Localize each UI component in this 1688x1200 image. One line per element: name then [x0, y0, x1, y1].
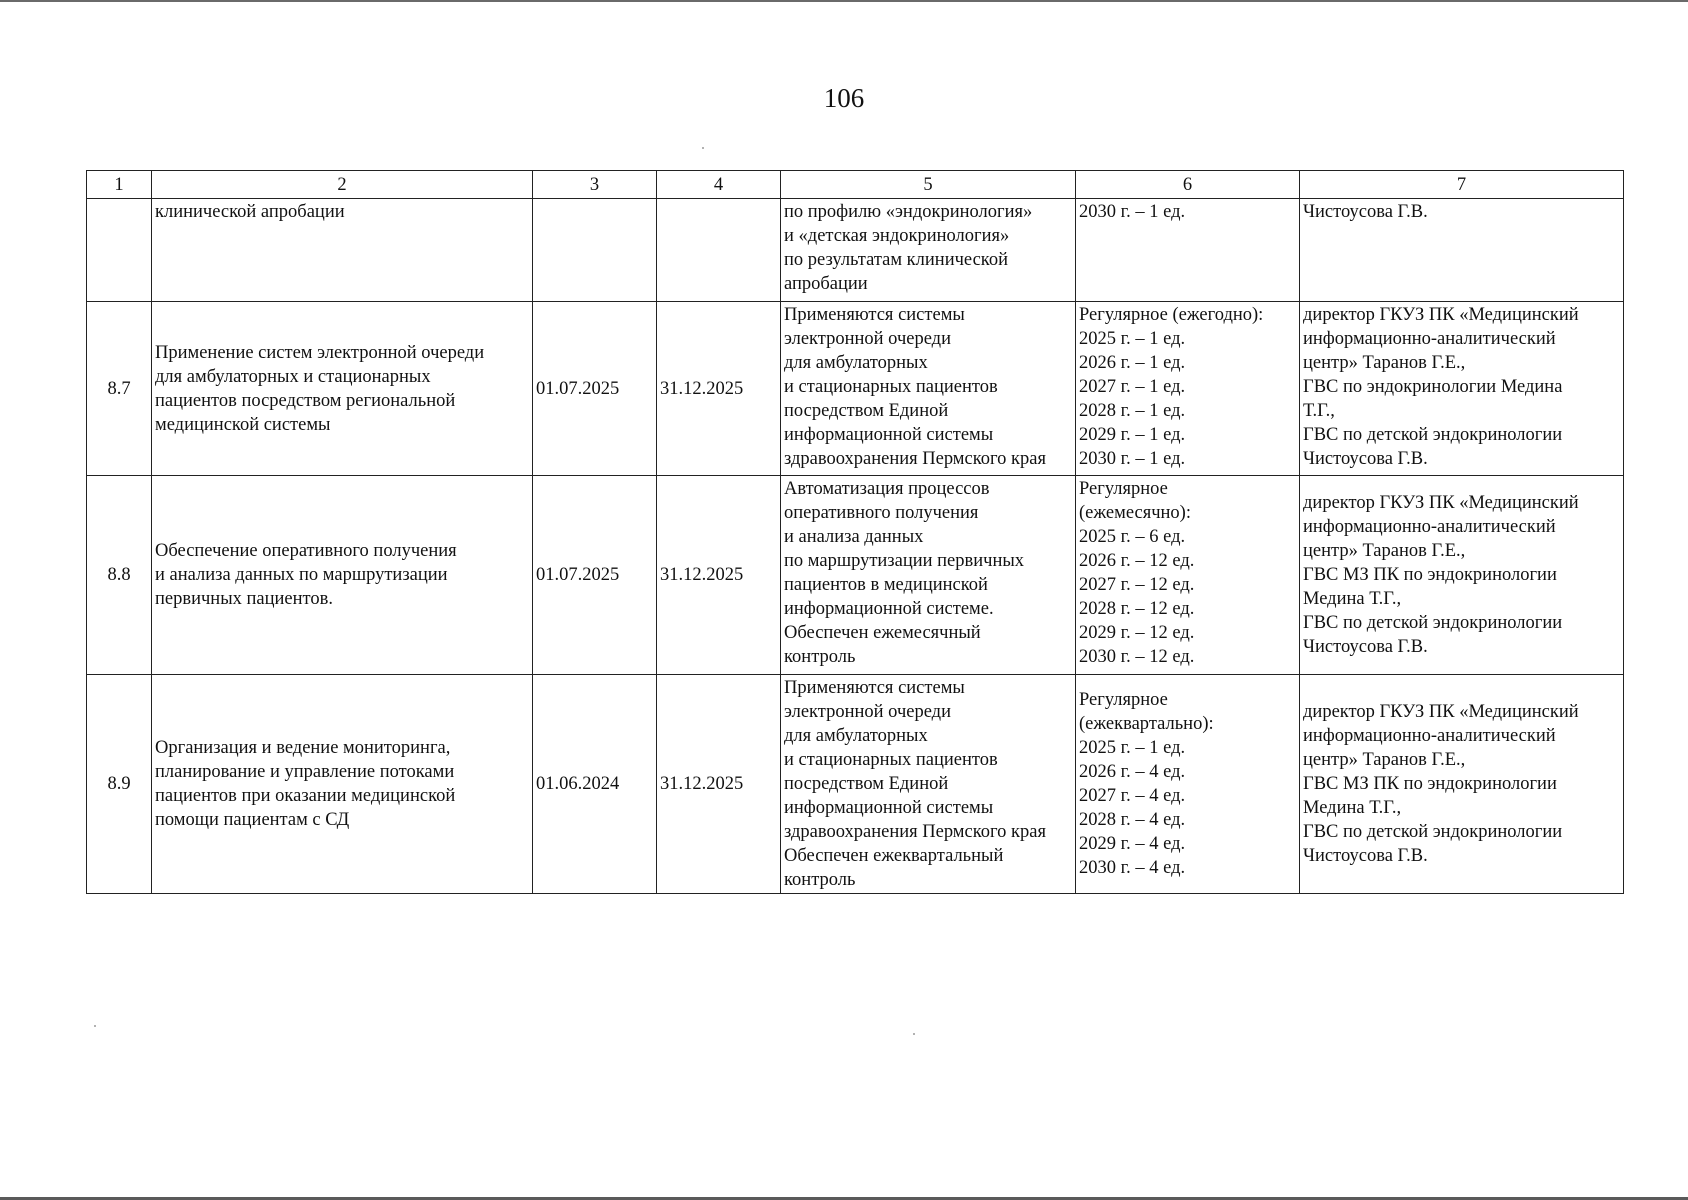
result-cell: Автоматизация процессов оперативного получения и анализа данных по маршрутизации первичных пациентов в медицинской информационной системе. Обеспечен ежемесячный контроль	[781, 476, 1076, 675]
indicator-cell: Регулярное (ежеквартально): 2025 г. – 1 ед. 2026 г. – 4 ед. 2027 г. – 4 ед. 2028 г. – 4 ед. 2029 г. – 4 ед. 2030 г. – 4 ед.	[1076, 675, 1300, 894]
measure-title-cell: Применение систем электронной очереди для амбулаторных и стационарных пациентов посредством региональной медицинской системы	[152, 302, 533, 476]
measure-title-cell: клинической апробации	[152, 199, 533, 302]
indicator-cell: 2030 г. – 1 ед.	[1076, 199, 1300, 302]
scan-edge-top	[0, 0, 1688, 2]
row-number-cell	[87, 199, 152, 302]
table-row	[87, 302, 1624, 476]
scan-speck	[913, 1033, 915, 1035]
responsible-cell: директор ГКУЗ ПК «Медицинский информационно-аналитический центр» Таранов Г.Е., ГВС по эндокринологии Медина Т.Г., ГВС по детской эндокринологии Чистоусова Г.В.	[1300, 302, 1624, 476]
start-date-cell: 01.07.2025	[533, 476, 657, 675]
column-header: 6	[1076, 171, 1300, 199]
scan-speck	[94, 1025, 96, 1027]
column-header: 2	[152, 171, 533, 199]
measure-title-cell: Обеспечение оперативного получения и анализа данных по маршрутизации первичных пациентов.	[152, 476, 533, 675]
table-row	[87, 675, 1624, 894]
page-number: 106	[823, 83, 865, 113]
scan-speck	[702, 147, 704, 149]
end-date-cell: 31.12.2025	[657, 675, 781, 894]
table-row	[87, 199, 1624, 302]
column-header: 7	[1300, 171, 1624, 199]
indicator-cell: Регулярное (ежегодно): 2025 г. – 1 ед. 2026 г. – 1 ед. 2027 г. – 1 ед. 2028 г. – 1 ед. 2029 г. – 1 ед. 2030 г. – 1 ед.	[1076, 302, 1300, 476]
end-date-cell: 31.12.2025	[657, 302, 781, 476]
row-number-cell: 8.8	[87, 476, 152, 675]
row-number-cell: 8.7	[87, 302, 152, 476]
row-number-cell: 8.9	[87, 675, 152, 894]
indicator-cell: Регулярное (ежемесячно): 2025 г. – 6 ед. 2026 г. – 12 ед. 2027 г. – 12 ед. 2028 г. – 12 ед. 2029 г. – 12 ед. 2030 г. – 12 ед.	[1076, 476, 1300, 675]
end-date-cell: 31.12.2025	[657, 476, 781, 675]
responsible-cell: директор ГКУЗ ПК «Медицинский информационно-аналитический центр» Таранов Г.Е., ГВС МЗ ПК по эндокринологии Медина Т.Г., ГВС по детской эндокринологии Чистоусова Г.В.	[1300, 675, 1624, 894]
end-date-cell	[657, 199, 781, 302]
result-cell: Применяются системы электронной очереди для амбулаторных и стационарных пациентов посредством Единой информационной системы здравоохранения Пермского края Обеспечен ежеквартальный контроль	[781, 675, 1076, 894]
table-header-row	[87, 171, 1624, 199]
start-date-cell: 01.06.2024	[533, 675, 657, 894]
responsible-cell: директор ГКУЗ ПК «Медицинский информационно-аналитический центр» Таранов Г.Е., ГВС МЗ ПК по эндокринологии Медина Т.Г., ГВС по детской эндокринологии Чистоусова Г.В.	[1300, 476, 1624, 675]
column-header: 3	[533, 171, 657, 199]
table-row	[87, 476, 1624, 675]
start-date-cell	[533, 199, 657, 302]
result-cell: Применяются системы электронной очереди для амбулаторных и стационарных пациентов посредством Единой информационной системы здравоохранения Пермского края	[781, 302, 1076, 476]
column-header: 5	[781, 171, 1076, 199]
result-cell: по профилю «эндокринология» и «детская эндокринология» по результатам клинической апробации	[781, 199, 1076, 302]
responsible-cell: Чистоусова Г.В.	[1300, 199, 1624, 302]
start-date-cell: 01.07.2025	[533, 302, 657, 476]
measure-title-cell: Организация и ведение мониторинга, планирование и управление потоками пациентов при оказании медицинской помощи пациентам с СД	[152, 675, 533, 894]
measures-table	[86, 170, 1624, 894]
column-header: 4	[657, 171, 781, 199]
column-header: 1	[87, 171, 152, 199]
